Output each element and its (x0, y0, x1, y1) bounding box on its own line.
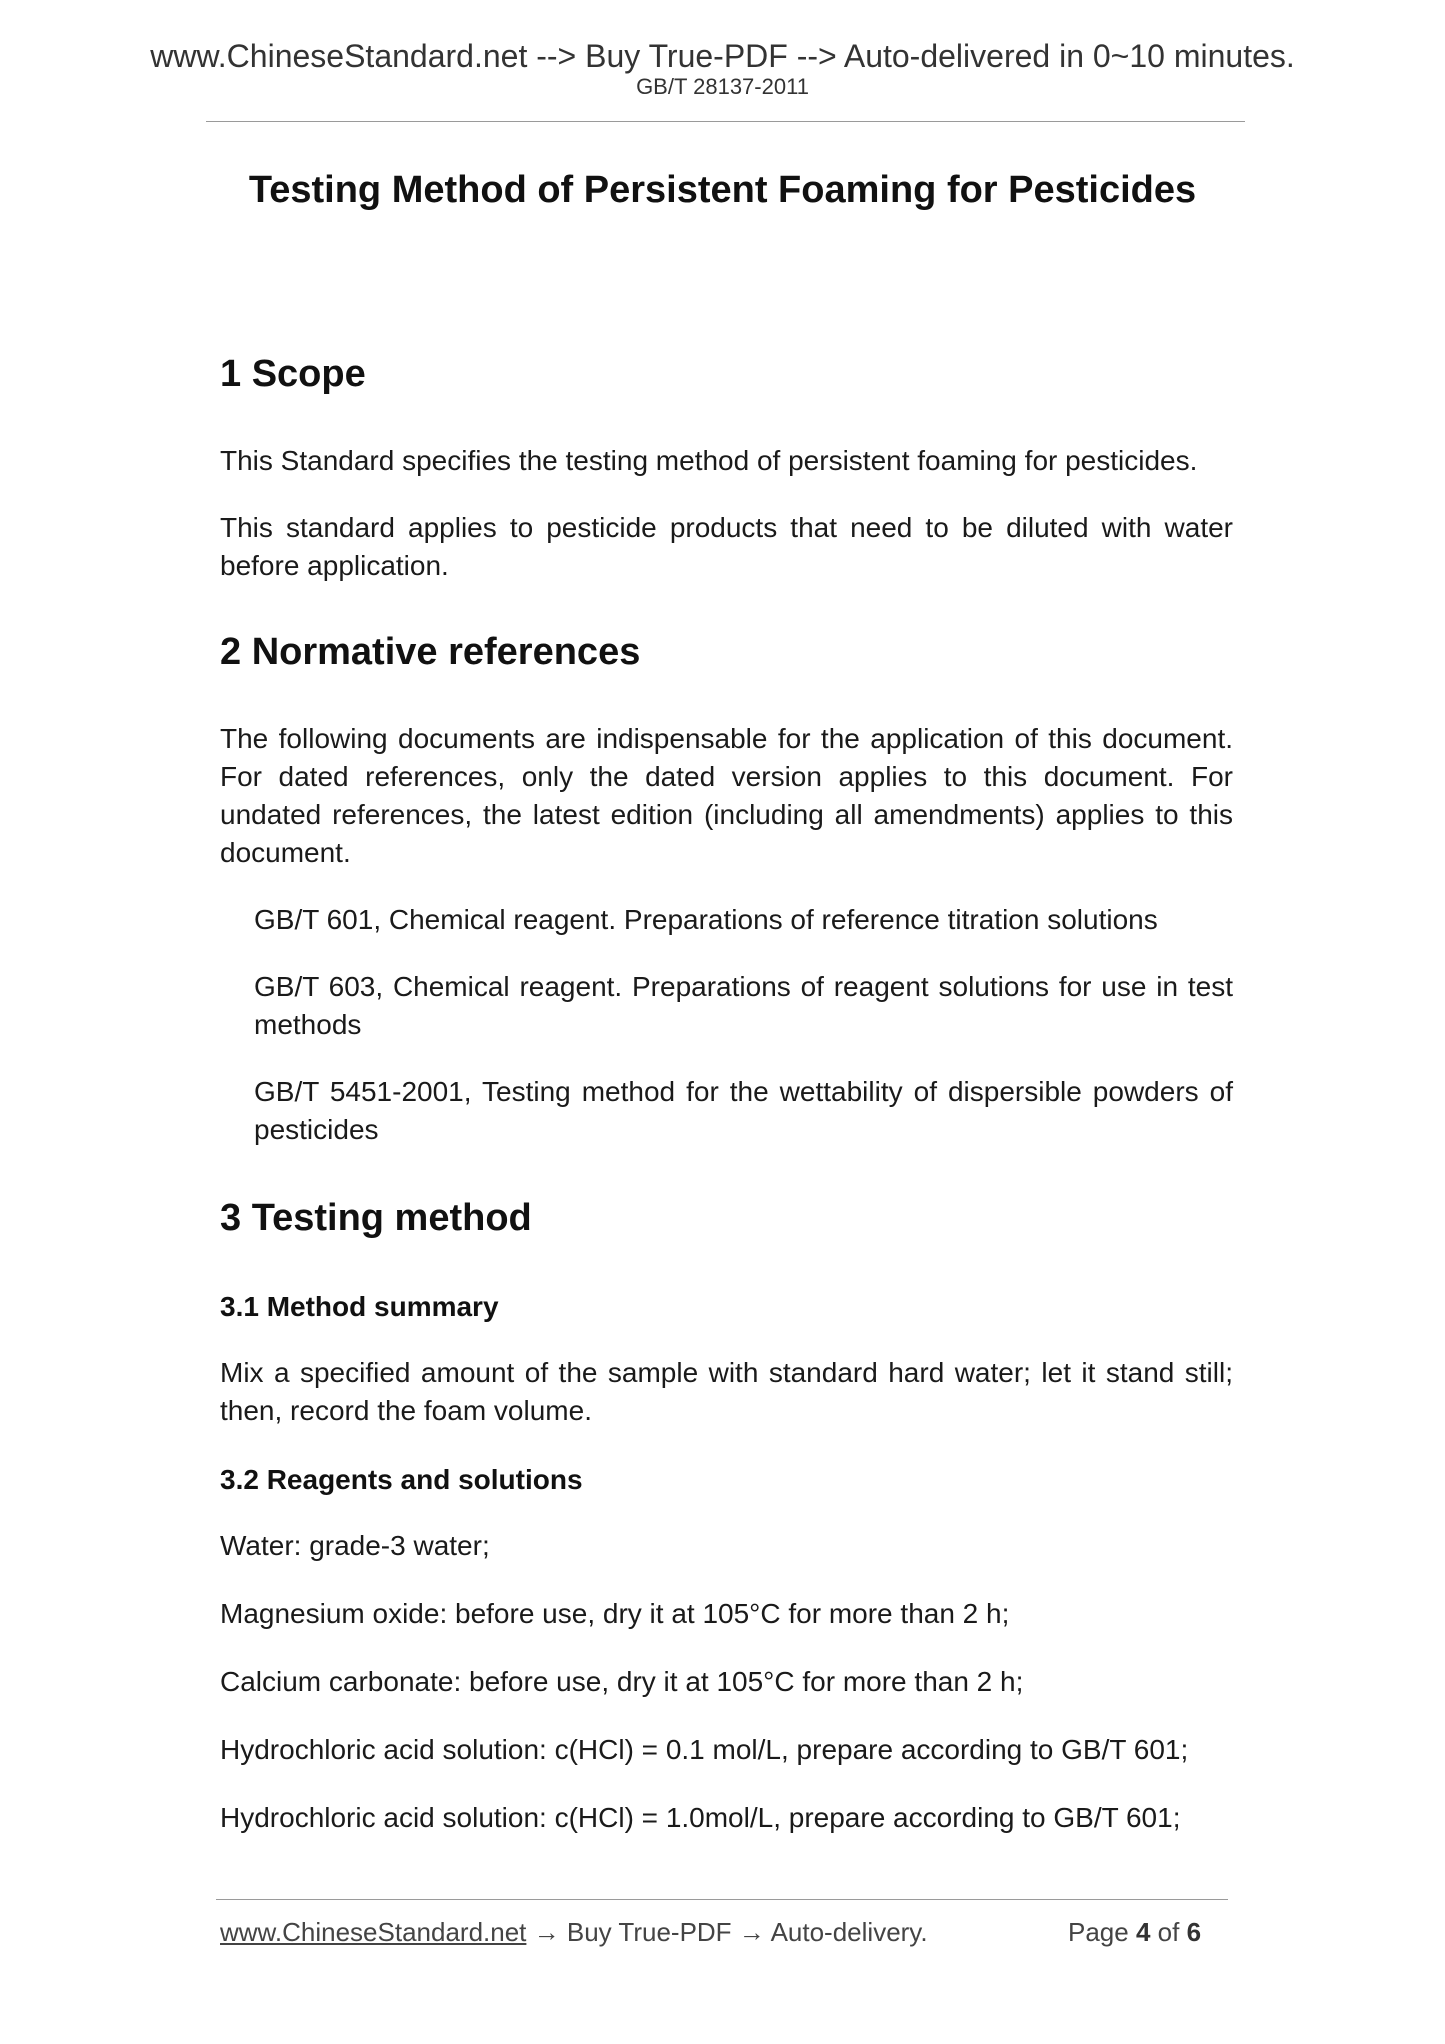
page-indicator (1068, 1915, 1201, 1949)
reagent-item: Hydrochloric acid solution: c(HCl) = 1.0mol/L, prepare according to GB/T 601; (220, 1802, 1181, 1833)
normative-intro: The following documents are indispensable for the application of this document. For dated references, only the dated version applies to this document. For undated references, the latest edition (including all amendments) applies to this document. (220, 723, 1233, 868)
section-1-heading: 1 Scope (220, 353, 366, 395)
section-2-heading: 2 Normative references (220, 631, 641, 673)
section-3-heading: 3 Testing method (220, 1197, 532, 1239)
of-label: of (1157, 1917, 1180, 1947)
footer-site-link[interactable]: www.ChineseStandard.net (220, 1917, 527, 1947)
footer-left (220, 1915, 928, 1949)
footer-trail-text: → Buy True-PDF → Auto-delivery. (526, 1917, 928, 1947)
reagent-item: Calcium carbonate: before use, dry it at 105°C for more than 2 h; (220, 1666, 1024, 1697)
standard-code: GB/T 28137-2011 (636, 74, 809, 99)
header-divider (206, 121, 1245, 122)
top-banner: www.ChineseStandard.net --> Buy True-PDF --> Auto-delivered in 0~10 minutes. (150, 38, 1295, 74)
current-page-number: 4 (1135, 1917, 1151, 1947)
reference-item: GB/T 603, Chemical reagent. Preparations of reagent solutions for use in test methods (254, 971, 1233, 1040)
subsection-3-2-heading: 3.2 Reagents and solutions (220, 1464, 583, 1495)
scope-paragraph-2: This standard applies to pesticide products that need to be diluted with water before application. (220, 512, 1233, 581)
reference-item: GB/T 5451-2001, Testing method for the wettability of dispersible powders of pesticides (254, 1076, 1233, 1145)
page-label: Page (1068, 1917, 1129, 1947)
reagent-item: Magnesium oxide: before use, dry it at 105°C for more than 2 h; (220, 1598, 1010, 1629)
reference-item: GB/T 601, Chemical reagent. Preparations of reference titration solutions (254, 904, 1158, 935)
reagent-item: Water: grade-3 water; (220, 1530, 490, 1561)
total-pages-number: 6 (1186, 1917, 1202, 1947)
footer-divider (216, 1899, 1228, 1900)
reagent-item: Hydrochloric acid solution: c(HCl) = 0.1 mol/L, prepare according to GB/T 601; (220, 1734, 1189, 1765)
subsection-3-1-heading: 3.1 Method summary (220, 1291, 499, 1322)
document-title: Testing Method of Persistent Foaming for Pesticides (248, 169, 1197, 211)
scope-paragraph-1: This Standard specifies the testing method of persistent foaming for pesticides. (220, 445, 1198, 476)
method-summary-text: Mix a specified amount of the sample with standard hard water; let it stand still; then, record the foam volume. (220, 1357, 1233, 1426)
